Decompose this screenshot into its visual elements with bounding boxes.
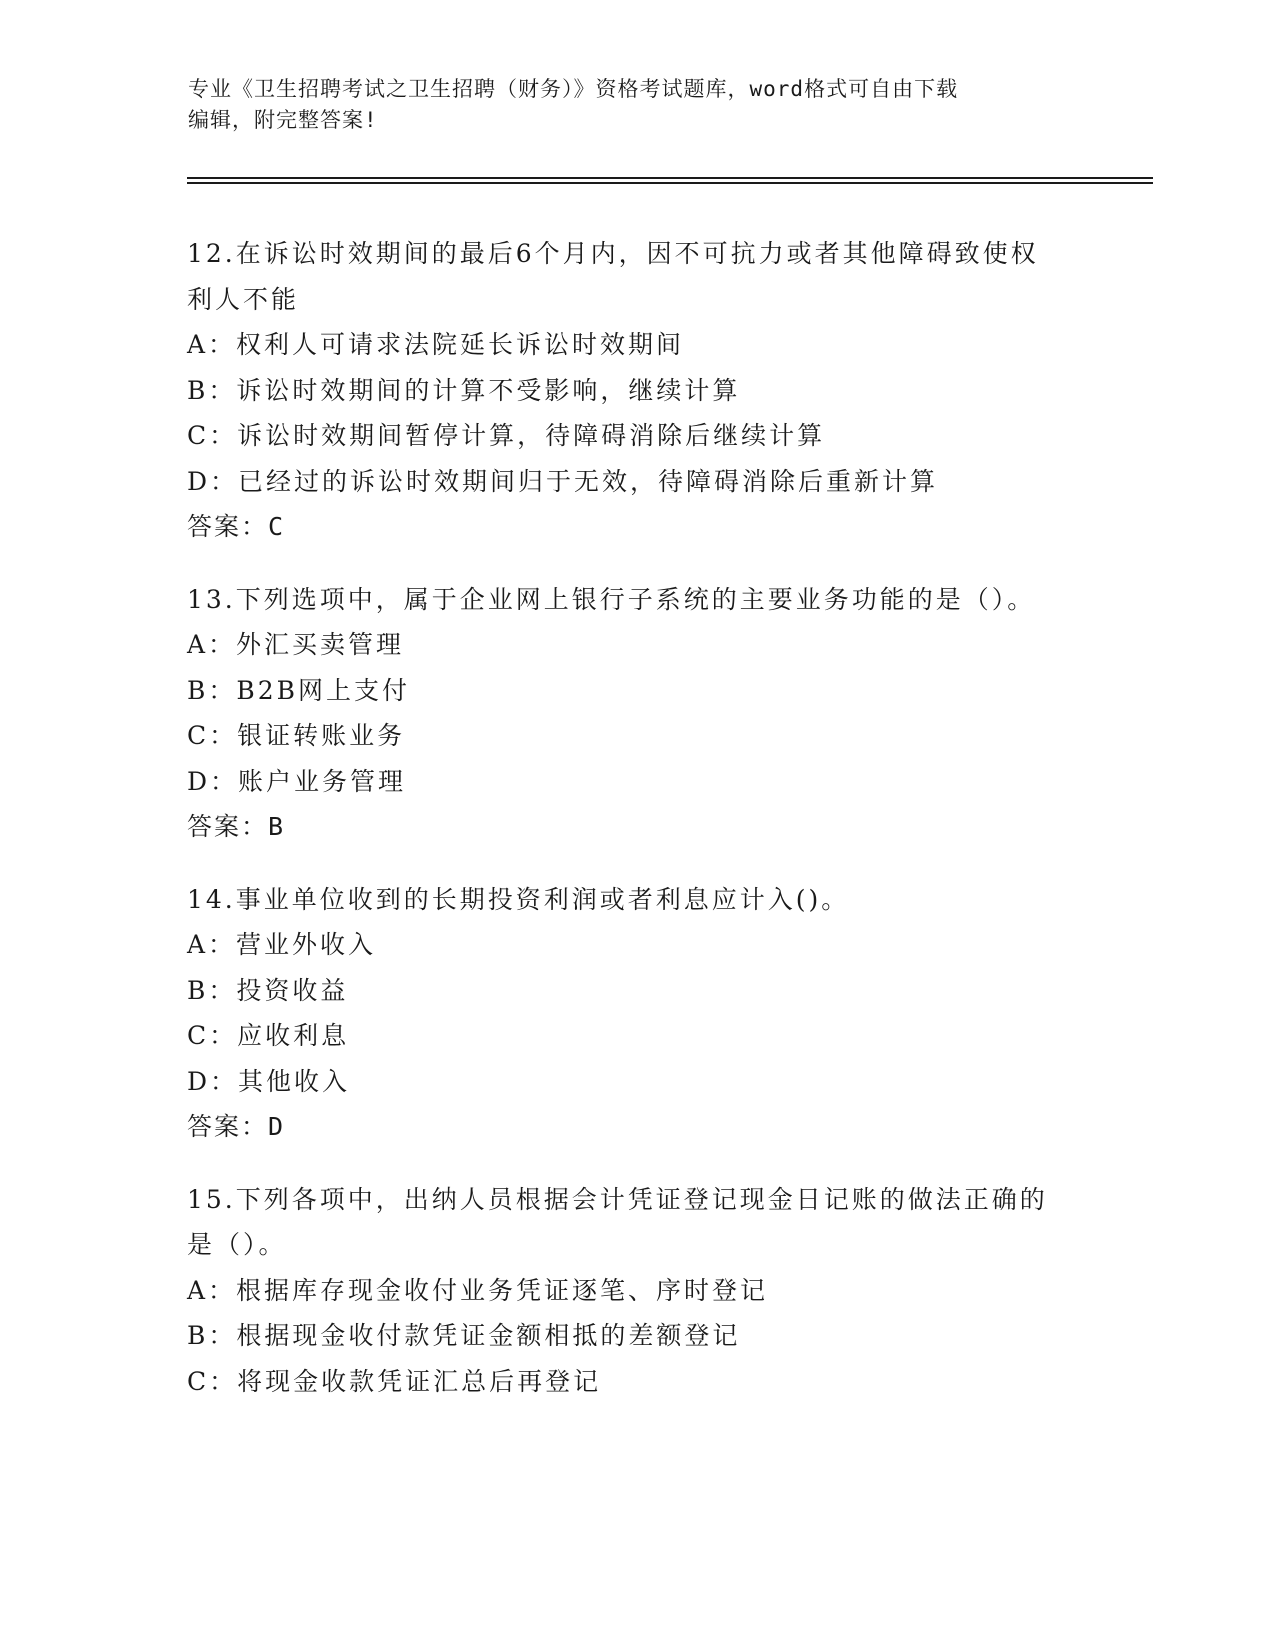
option-a: A：外汇买卖管理 [187,630,405,659]
option-d: D：已经过的诉讼时效期间归于无效，待障碍消除后重新计算 [187,466,939,496]
header-line-1: 专业《卫生招聘考试之卫生招聘（财务）》资格考试题库，word格式可自由下载 [188,77,959,101]
option-c: C：银证转账业务 [187,721,406,750]
option-a: A：权利人可请求法院延长诉讼时效期间 [187,330,685,359]
answer-line: 答案：C [187,512,286,541]
option-b: B：诉讼时效期间的计算不受影响，继续计算 [187,375,741,405]
option-b: B：根据现金收付款凭证金额相抵的差额登记 [187,1321,741,1350]
option-d: D：其他收入 [187,1066,351,1096]
question-13 [187,577,1087,850]
option-c: C：诉讼时效期间暂停计算，待障碍消除后继续计算 [187,421,826,450]
option-a: A：营业外收入 [187,930,377,959]
question-text-line: 12.在诉讼时效期间的最后6个月内，因不可抗力或者其他障碍致使权 [187,239,1039,268]
question-14 [187,877,1087,1150]
question-text [187,577,1087,623]
header-line-2: 编辑，附完整答案! [188,108,378,132]
document-header [188,74,1088,136]
option-d: D：账户业务管理 [187,766,407,796]
option-c: C：将现金收款凭证汇总后再登记 [187,1366,602,1396]
question-text-line: 13.下列选项中，属于企业网上银行子系统的主要业务功能的是（）。 [187,584,1036,614]
question-text-line: 利人不能 [187,284,300,314]
answer-line: 答案：B [187,812,286,841]
question-text-line: 14.事业单位收到的长期投资利润或者利息应计入()。 [187,884,850,914]
option-a: A：根据库存现金收付业务凭证逐笔、序时登记 [187,1275,769,1305]
question-text [187,231,1087,322]
question-12 [187,231,1087,550]
question-text [187,877,1087,923]
option-b: B：投资收益 [187,975,349,1005]
header-divider-bottom [187,182,1153,184]
question-text-line: 是（）。 [187,1230,287,1259]
answer-line: 答案：D [187,1112,286,1141]
question-text-line: 15.下列各项中，出纳人员根据会计凭证登记现金日记账的做法正确的 [187,1184,1048,1214]
question-15 [187,1177,1087,1405]
option-b: B：B2B网上支付 [187,675,411,705]
question-text [187,1177,1087,1268]
header-divider-top [187,177,1153,179]
option-c: C：应收利息 [187,1021,350,1050]
question-list [187,231,1087,1431]
